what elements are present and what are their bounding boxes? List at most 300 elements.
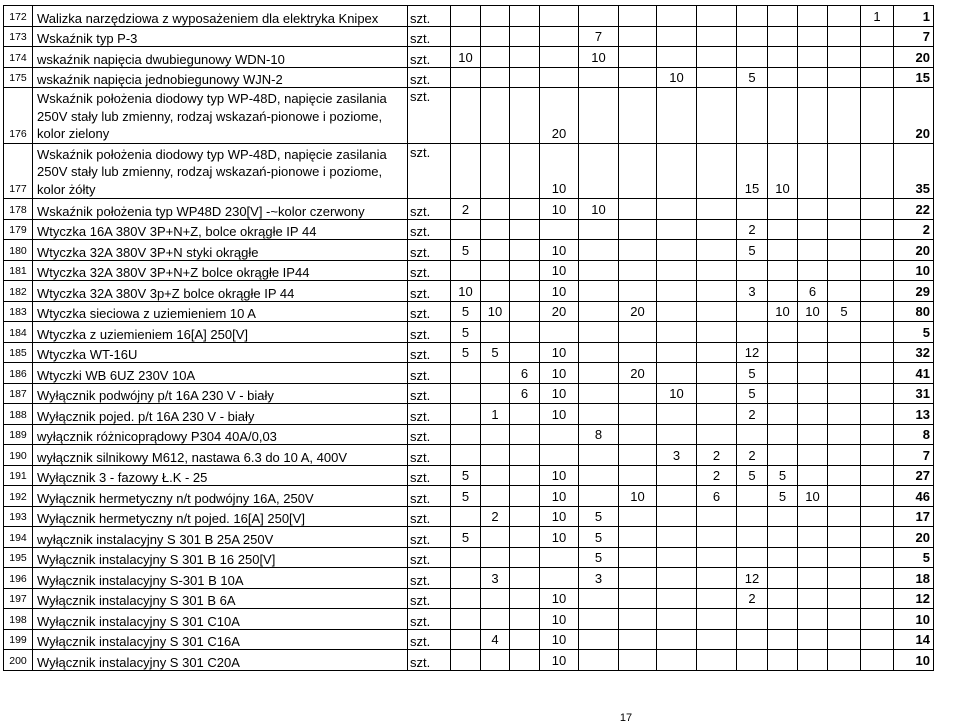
quantity-cell: 5: [737, 67, 768, 88]
quantity-cell: [697, 383, 737, 404]
quantity-cell: [861, 363, 894, 384]
quantity-cell: [768, 588, 798, 609]
quantity-cell: [510, 88, 540, 144]
row-total: 5: [894, 547, 934, 568]
quantity-cell: [481, 199, 510, 220]
quantity-cell: [798, 260, 828, 281]
quantity-cell: [798, 465, 828, 486]
row-total: 20: [894, 88, 934, 144]
item-unit: szt.: [408, 650, 451, 671]
quantity-cell: [737, 47, 768, 68]
quantity-cell: [798, 424, 828, 445]
quantity-cell: 3: [579, 568, 619, 589]
quantity-cell: [657, 342, 697, 363]
item-name: Wtyczka 32A 380V 3P+N styki okrągłe: [33, 240, 408, 261]
row-number: 183: [4, 301, 33, 322]
item-unit: szt.: [408, 281, 451, 302]
quantity-cell: 10: [540, 506, 579, 527]
spreadsheet: [3, 5, 934, 671]
quantity-cell: [481, 527, 510, 548]
quantity-cell: [861, 506, 894, 527]
quantity-cell: [619, 240, 657, 261]
quantity-cell: [768, 67, 798, 88]
row-number: 191: [4, 465, 33, 486]
quantity-cell: [481, 445, 510, 466]
item-name: Wtyczka 32A 380V 3p+Z bolce okrągłe IP 44: [33, 281, 408, 302]
row-number: 195: [4, 547, 33, 568]
quantity-cell: [481, 260, 510, 281]
quantity-cell: 20: [619, 363, 657, 384]
row-total: 17: [894, 506, 934, 527]
quantity-cell: 2: [737, 445, 768, 466]
quantity-cell: [828, 383, 861, 404]
table-row: [4, 301, 934, 322]
quantity-cell: [798, 650, 828, 671]
quantity-cell: 10: [540, 527, 579, 548]
quantity-cell: 6: [510, 383, 540, 404]
quantity-cell: 10: [540, 650, 579, 671]
quantity-cell: [540, 322, 579, 343]
quantity-cell: [697, 342, 737, 363]
quantity-cell: [828, 404, 861, 425]
row-number: 197: [4, 588, 33, 609]
item-name: Wskaźnik położenia typ WP48D 230[V] -~kolor czerwony: [33, 199, 408, 220]
quantity-cell: [451, 260, 481, 281]
quantity-cell: [828, 568, 861, 589]
item-name: Wskaźnik typ P-3: [33, 26, 408, 47]
quantity-cell: [798, 322, 828, 343]
quantity-cell: [619, 26, 657, 47]
quantity-cell: 10: [540, 342, 579, 363]
quantity-cell: [451, 445, 481, 466]
quantity-cell: [510, 465, 540, 486]
row-number: 181: [4, 260, 33, 281]
quantity-cell: [737, 322, 768, 343]
quantity-cell: [540, 547, 579, 568]
quantity-cell: 2: [737, 219, 768, 240]
quantity-cell: [798, 527, 828, 548]
quantity-cell: [828, 47, 861, 68]
item-unit: szt.: [408, 363, 451, 384]
quantity-cell: [579, 383, 619, 404]
quantity-cell: 10: [540, 143, 579, 199]
quantity-cell: [768, 363, 798, 384]
quantity-cell: [697, 547, 737, 568]
item-unit: szt.: [408, 527, 451, 548]
quantity-cell: [510, 6, 540, 27]
quantity-cell: [657, 322, 697, 343]
quantity-cell: [861, 424, 894, 445]
quantity-cell: [540, 568, 579, 589]
quantity-cell: 2: [697, 465, 737, 486]
quantity-cell: 2: [481, 506, 510, 527]
quantity-cell: [861, 547, 894, 568]
quantity-cell: [657, 88, 697, 144]
quantity-cell: [768, 527, 798, 548]
quantity-cell: [768, 26, 798, 47]
quantity-cell: [510, 67, 540, 88]
quantity-cell: 5: [737, 240, 768, 261]
quantity-cell: 1: [861, 6, 894, 27]
row-total: 20: [894, 240, 934, 261]
quantity-cell: [579, 650, 619, 671]
row-total: 22: [894, 199, 934, 220]
quantity-cell: [579, 240, 619, 261]
row-number: 188: [4, 404, 33, 425]
quantity-cell: 10: [481, 301, 510, 322]
quantity-cell: 10: [798, 486, 828, 507]
quantity-cell: [579, 88, 619, 144]
item-unit: szt.: [408, 6, 451, 27]
quantity-cell: [798, 383, 828, 404]
item-name: Wyłącznik hermetyczny n/t pojed. 16[A] 250[V]: [33, 506, 408, 527]
quantity-cell: 12: [737, 568, 768, 589]
quantity-cell: [697, 143, 737, 199]
item-name: Wtyczka z uziemieniem 16[A] 250[V]: [33, 322, 408, 343]
item-unit: szt.: [408, 199, 451, 220]
quantity-cell: [737, 260, 768, 281]
quantity-cell: [619, 588, 657, 609]
quantity-cell: [481, 281, 510, 302]
quantity-cell: [481, 609, 510, 630]
quantity-cell: [619, 527, 657, 548]
table-row: [4, 486, 934, 507]
quantity-cell: [768, 404, 798, 425]
quantity-cell: [798, 609, 828, 630]
quantity-cell: [861, 609, 894, 630]
quantity-cell: 10: [768, 143, 798, 199]
quantity-cell: [768, 445, 798, 466]
quantity-cell: [579, 465, 619, 486]
quantity-cell: [798, 404, 828, 425]
item-name: Wtyczka WT-16U: [33, 342, 408, 363]
quantity-cell: [619, 445, 657, 466]
quantity-cell: [697, 609, 737, 630]
quantity-cell: [619, 650, 657, 671]
quantity-cell: [481, 424, 510, 445]
quantity-cell: 8: [579, 424, 619, 445]
quantity-cell: [798, 143, 828, 199]
table-row: [4, 404, 934, 425]
quantity-cell: [451, 568, 481, 589]
quantity-cell: [451, 6, 481, 27]
table-row: [4, 629, 934, 650]
quantity-cell: [768, 650, 798, 671]
item-name: Wyłącznik instalacyjny S 301 C16A: [33, 629, 408, 650]
row-total: 15: [894, 67, 934, 88]
quantity-cell: [451, 383, 481, 404]
item-unit: szt.: [408, 383, 451, 404]
quantity-cell: [768, 199, 798, 220]
quantity-cell: [451, 88, 481, 144]
quantity-cell: [828, 547, 861, 568]
quantity-cell: [510, 26, 540, 47]
quantity-cell: [768, 383, 798, 404]
quantity-cell: [768, 88, 798, 144]
quantity-cell: 10: [579, 47, 619, 68]
quantity-cell: [798, 47, 828, 68]
quantity-cell: 4: [481, 629, 510, 650]
quantity-cell: [451, 363, 481, 384]
quantity-cell: [768, 240, 798, 261]
quantity-cell: [828, 506, 861, 527]
quantity-cell: [451, 424, 481, 445]
quantity-cell: [619, 404, 657, 425]
quantity-cell: [579, 588, 619, 609]
quantity-cell: [697, 568, 737, 589]
quantity-cell: [657, 404, 697, 425]
quantity-cell: [861, 650, 894, 671]
row-total: 29: [894, 281, 934, 302]
quantity-cell: [579, 67, 619, 88]
row-number: 198: [4, 609, 33, 630]
item-name: Wtyczka 32A 380V 3P+N+Z bolce okrągłe IP44: [33, 260, 408, 281]
row-total: 2: [894, 219, 934, 240]
quantity-cell: 5: [768, 465, 798, 486]
quantity-cell: [768, 47, 798, 68]
quantity-cell: [481, 486, 510, 507]
item-unit: szt.: [408, 26, 451, 47]
quantity-cell: [828, 281, 861, 302]
quantity-cell: [579, 404, 619, 425]
quantity-cell: 6: [697, 486, 737, 507]
item-unit: szt.: [408, 322, 451, 343]
quantity-cell: [861, 219, 894, 240]
quantity-cell: [451, 609, 481, 630]
quantity-cell: [619, 199, 657, 220]
table-row: [4, 650, 934, 671]
row-number: 186: [4, 363, 33, 384]
quantity-cell: [737, 609, 768, 630]
item-name: wskaźnik napięcia jednobiegunowy WJN-2: [33, 67, 408, 88]
quantity-cell: [697, 629, 737, 650]
quantity-cell: [828, 527, 861, 548]
table-row: [4, 281, 934, 302]
item-name: wyłącznik instalacyjny S 301 B 25A 250V: [33, 527, 408, 548]
page-number: 17: [619, 712, 633, 724]
table-row: [4, 383, 934, 404]
quantity-cell: 12: [737, 342, 768, 363]
quantity-cell: [697, 650, 737, 671]
row-total: 10: [894, 609, 934, 630]
quantity-cell: [861, 486, 894, 507]
table-row: [4, 322, 934, 343]
quantity-cell: [510, 629, 540, 650]
quantity-cell: [510, 486, 540, 507]
item-name: wyłącznik różnicoprądowy P304 40A/0,03: [33, 424, 408, 445]
quantity-cell: [579, 301, 619, 322]
quantity-cell: [619, 88, 657, 144]
items-table: [3, 5, 934, 671]
quantity-cell: [540, 26, 579, 47]
row-number: 187: [4, 383, 33, 404]
quantity-cell: [510, 609, 540, 630]
quantity-cell: [619, 609, 657, 630]
quantity-cell: 10: [619, 486, 657, 507]
row-number: 184: [4, 322, 33, 343]
quantity-cell: [737, 650, 768, 671]
row-total: 10: [894, 260, 934, 281]
item-name: Wyłącznik podwójny p/t 16A 230 V - biały: [33, 383, 408, 404]
quantity-cell: [861, 445, 894, 466]
table-row: [4, 143, 934, 199]
item-name: wyłącznik silnikowy M612, nastawa 6.3 do 10 A, 400V: [33, 445, 408, 466]
quantity-cell: [481, 47, 510, 68]
quantity-cell: [481, 322, 510, 343]
quantity-cell: [828, 143, 861, 199]
quantity-cell: [768, 506, 798, 527]
table-row: [4, 506, 934, 527]
quantity-cell: [481, 6, 510, 27]
row-number: 199: [4, 629, 33, 650]
quantity-cell: [697, 322, 737, 343]
quantity-cell: [768, 629, 798, 650]
item-unit: szt.: [408, 486, 451, 507]
quantity-cell: [657, 26, 697, 47]
quantity-cell: [657, 465, 697, 486]
table-row: [4, 88, 934, 144]
quantity-cell: [861, 322, 894, 343]
quantity-cell: [657, 486, 697, 507]
quantity-cell: [737, 199, 768, 220]
row-total: 1: [894, 6, 934, 27]
row-number: 172: [4, 6, 33, 27]
item-unit: szt.: [408, 629, 451, 650]
quantity-cell: 10: [540, 609, 579, 630]
quantity-cell: [481, 547, 510, 568]
quantity-cell: [861, 143, 894, 199]
quantity-cell: [451, 506, 481, 527]
item-unit: szt.: [408, 424, 451, 445]
quantity-cell: [828, 26, 861, 47]
quantity-cell: [451, 26, 481, 47]
quantity-cell: [798, 342, 828, 363]
quantity-cell: [768, 342, 798, 363]
quantity-cell: 5: [451, 465, 481, 486]
quantity-cell: [657, 219, 697, 240]
table-row: [4, 363, 934, 384]
item-unit: szt.: [408, 609, 451, 630]
row-number: 192: [4, 486, 33, 507]
quantity-cell: 10: [540, 486, 579, 507]
quantity-cell: [510, 506, 540, 527]
row-total: 12: [894, 588, 934, 609]
quantity-cell: [619, 322, 657, 343]
table-row: [4, 6, 934, 27]
quantity-cell: [657, 301, 697, 322]
quantity-cell: [619, 260, 657, 281]
quantity-cell: [657, 260, 697, 281]
quantity-cell: [657, 199, 697, 220]
item-unit: szt.: [408, 260, 451, 281]
quantity-cell: 2: [697, 445, 737, 466]
quantity-cell: [579, 486, 619, 507]
table-row: [4, 342, 934, 363]
row-total: 5: [894, 322, 934, 343]
quantity-cell: 3: [657, 445, 697, 466]
quantity-cell: 10: [540, 465, 579, 486]
table-row: [4, 424, 934, 445]
quantity-cell: [737, 301, 768, 322]
table-row: [4, 219, 934, 240]
quantity-cell: 5: [768, 486, 798, 507]
quantity-cell: 10: [540, 281, 579, 302]
item-name: Walizka narzędziowa z wyposażeniem dla elektryka Knipex: [33, 6, 408, 27]
quantity-cell: [510, 260, 540, 281]
quantity-cell: [510, 424, 540, 445]
item-name: Wskaźnik położenia diodowy typ WP-48D, napięcie zasilania 250V stały lub zmienny, rodzaj wskazań-pionowe i poziome, kolor zielony: [33, 88, 408, 144]
quantity-cell: [768, 547, 798, 568]
row-number: 174: [4, 47, 33, 68]
quantity-cell: [619, 424, 657, 445]
quantity-cell: [619, 47, 657, 68]
item-unit: szt.: [408, 88, 451, 144]
quantity-cell: [697, 527, 737, 548]
quantity-cell: [540, 67, 579, 88]
quantity-cell: [657, 47, 697, 68]
quantity-cell: 5: [451, 527, 481, 548]
quantity-cell: [510, 547, 540, 568]
quantity-cell: [697, 301, 737, 322]
quantity-cell: [579, 281, 619, 302]
row-total: 41: [894, 363, 934, 384]
quantity-cell: [579, 260, 619, 281]
item-name: Wyłącznik pojed. p/t 16A 230 V - biały: [33, 404, 408, 425]
quantity-cell: [481, 240, 510, 261]
quantity-cell: [579, 6, 619, 27]
item-name: Wtyczka 16A 380V 3P+N+Z, bolce okrągłe IP 44: [33, 219, 408, 240]
item-name: Wtyczka sieciowa z uziemieniem 10 A: [33, 301, 408, 322]
quantity-cell: [798, 363, 828, 384]
quantity-cell: [657, 240, 697, 261]
quantity-cell: [798, 219, 828, 240]
quantity-cell: [737, 527, 768, 548]
quantity-cell: 5: [579, 547, 619, 568]
quantity-cell: [451, 143, 481, 199]
quantity-cell: [861, 88, 894, 144]
quantity-cell: [861, 629, 894, 650]
quantity-cell: [828, 6, 861, 27]
item-name: Wyłącznik instalacyjny S 301 B 16 250[V]: [33, 547, 408, 568]
quantity-cell: [510, 219, 540, 240]
quantity-cell: [697, 424, 737, 445]
quantity-cell: [697, 404, 737, 425]
quantity-cell: [510, 281, 540, 302]
quantity-cell: [828, 445, 861, 466]
quantity-cell: [798, 445, 828, 466]
quantity-cell: [451, 67, 481, 88]
item-unit: szt.: [408, 506, 451, 527]
quantity-cell: [737, 424, 768, 445]
quantity-cell: [510, 199, 540, 220]
quantity-cell: [798, 588, 828, 609]
quantity-cell: [697, 506, 737, 527]
quantity-cell: 10: [768, 301, 798, 322]
quantity-cell: [657, 650, 697, 671]
quantity-cell: [657, 568, 697, 589]
quantity-cell: [697, 6, 737, 27]
quantity-cell: [481, 26, 510, 47]
item-unit: szt.: [408, 301, 451, 322]
quantity-cell: [657, 363, 697, 384]
quantity-cell: [828, 609, 861, 630]
row-number: 173: [4, 26, 33, 47]
quantity-cell: [828, 342, 861, 363]
quantity-cell: [861, 199, 894, 220]
item-unit: szt.: [408, 342, 451, 363]
quantity-cell: [619, 6, 657, 27]
quantity-cell: [697, 219, 737, 240]
